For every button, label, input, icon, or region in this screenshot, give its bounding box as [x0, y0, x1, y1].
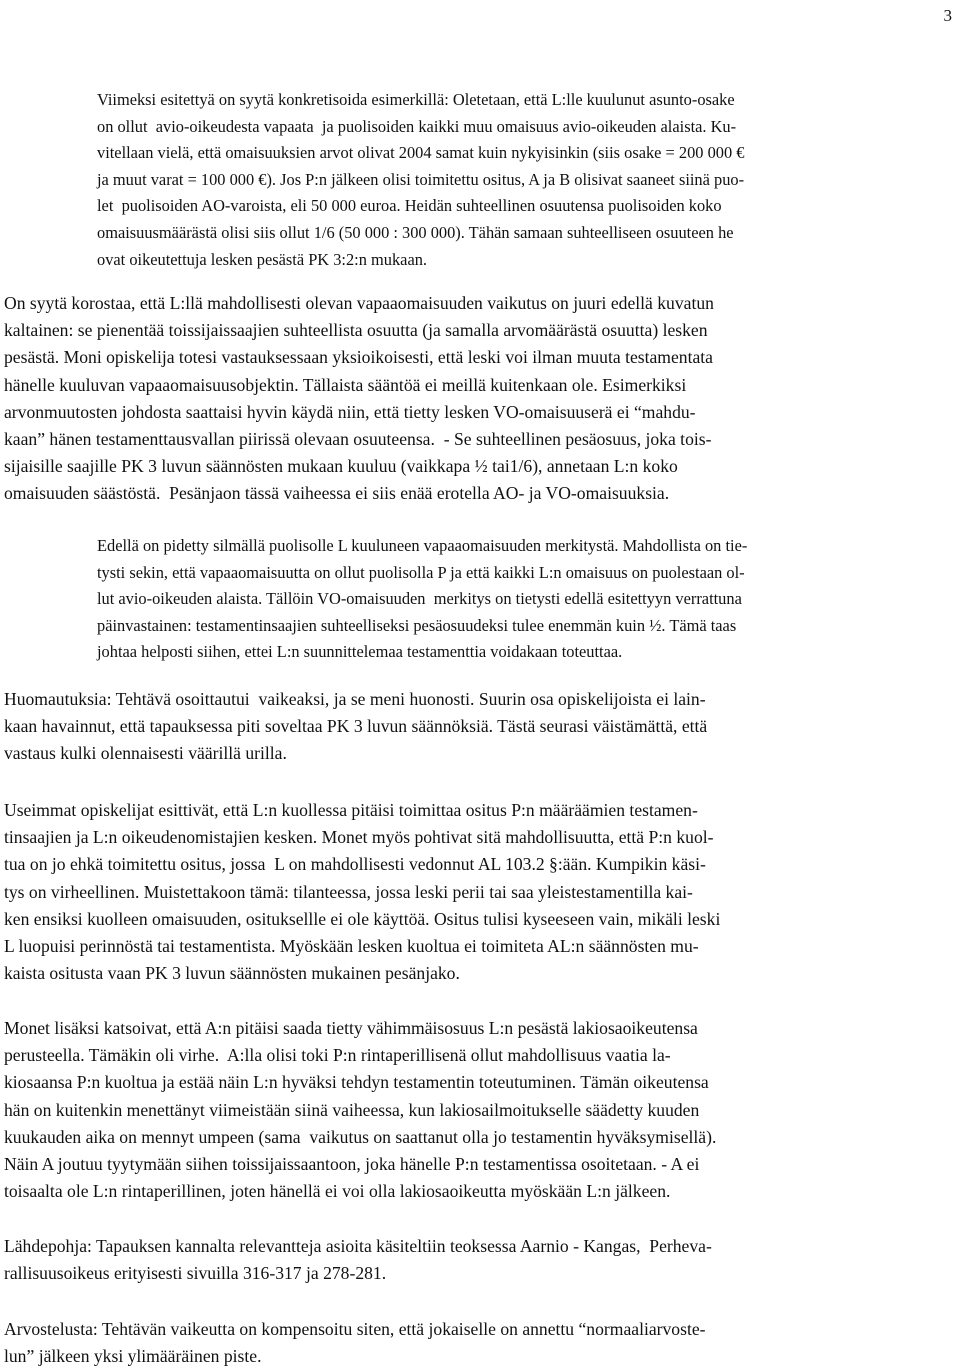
- paragraph-example: Viimeksi esitettyä on syytä konkretisoida esimerkillä: Oletetaan, että L:lle kuulunut asunto-osake on ollut avio-oikeudesta vapaata ja puolisoiden kaikki muu omaisuus avio-oikeuden alaista. Ku- vitellaan vielä, että omaisuuksien arvot olivat 2004 samat kuin nykyisinkin (siis osake = 200 000 € ja muut varat = 100 000 €). Jos P:n jälkeen olisi toimitettu ositus, A ja B olisivat saaneet siinä puo- let puolisoiden AO-varoista, eli 50 000 euroa. Heidän suhteellinen osuutensa puolisoiden koko omaisuusmäärästä olisi siis ollut 1/6 (50 000 : 300 000). Tähän samaan suhteelliseen osuuteen he ovat oikeutettuja lesken pesästä PK 3:2:n mukaan.: [97, 90, 745, 269]
- paragraph-sources: Lähdepohja: Tapauksen kannalta relevantteja asioita käsiteltiin teoksessa Aarnio - Kangas, Perheva- rallisuusoikeus erityisesti sivuilla 316-317 ja 278-281.: [4, 1236, 712, 1284]
- paragraph-emphasis: On syytä korostaa, että L:llä mahdollisesti olevan vapaaomaisuuden vaikutus on juuri edellä kuvatun kaltainen: se pienentää toissijaissaajien suhteellista osuutta (ja samalla arvomäärästä osuutta) lesken pesästä. Moni opiskelija totesi vastauksessaan yksioikoisesti, että leski voi ilman muuta testamentata hänelle kuuluvan vapaaomaisuusobjektin. Tällaista sääntöä ei meillä kuitenkaan ole. Esimerkiksi arvonmuutosten johdosta saattaisi hyvin käydä niin, että tietty lesken VO-omaisuuserä ei “mahdu- kaan” hänen testamenttausvallan piirissä olevaan osuuteensa. - Se suhteellinen pesäosuus, joka tois- sijaisille saajille PK 3 luvun säännösten mukaan kuuluu (vaikkapa ½ tai1/6), annetaan L:n koko omaisuuden säästöstä. Pesänjaon tässä vaiheessa ei siis enää erotella AO- ja VO-omaisuuksia.: [4, 293, 714, 504]
- paragraph-students-partition: Useimmat opiskelijat esittivät, että L:n kuollessa pitäisi toimittaa ositus P:n määräämien testamen- tinsaajien ja L:n oikeudenomistajien kesken. Monet myös pohtivat sitä mahdollisuutta, että P:n kuol- tua on jo ehkä toimitettu ositus, jossa L on mahdollisesti vedonnut AL 103.2 §:ään. Kumpikin käsi- tys on virheellinen. Muistettakoon tämä: tilanteessa, jossa leski perii tai saa yleistestamentilla kai- ken ensiksi kuolleen omaisuuden, osituksellle ei ole käyttöä. Ositus tulisi kyseeseen vain, mikäli leski L luopuisi perinnöstä tai testamentista. Myöskään lesken kuoltua ei toimiteta AL:n säännösten mu- kaista ositusta vaan PK 3 luvun säännösten mukainen pesänjako.: [4, 800, 721, 984]
- paragraph-compulsory-share: Monet lisäksi katsoivat, että A:n pitäisi saada tietty vähimmäisosuus L:n pesästä lakiosaoikeutensa perusteella. Tämäkin oli virhe. A:lla olisi toki P:n rintaperillisenä ollut mahdollisuus vaatia la- kiosaansa P:n kuoltua ja estää näin L:n hyväksi tehdyn testamentin toteutuminen. Tämän oikeutensa hän on kuitenkin menettänyt viimeistään siinä vaiheessa, kun lakiosailmoitukselle säädetty kuuden kuukauden aika on mennyt umpeen (sama vaikutus on saattanut olla jo testamentin hyväksymisellä). Näin A joutuu tyytymään siihen toissijaissaantoon, joka hänelle P:n testamentissa osoitetaan. - A ei toisaalta ole L:n rintaperillinen, joten hänellä ei voi olla lakiosaoikeutta myöskään L:n jälkeen.: [4, 1018, 717, 1202]
- paragraph-remarks: Huomautuksia: Tehtävä osoittautui vaikeaksi, ja se meni huonosti. Suurin osa opiskelijoista ei lain- kaan havainnut, että tapauksessa piti soveltaa PK 3 luvun säännöksiä. Tästä seurasi väistämättä, että vastaus kulki olennaisesti väärillä urilla.: [4, 689, 708, 764]
- paragraph-grading: Arvostelusta: Tehtävän vaikeutta on kompensoitu siten, että jokaiselle on annettu “normaaliarvoste- lun” jälkeen yksi ylimääräinen piste.: [4, 1319, 706, 1367]
- page-number: 3: [943, 6, 952, 25]
- paragraph-spouse-p: Edellä on pidetty silmällä puolisolle L kuuluneen vapaaomaisuuden merkitystä. Mahdollista on tie- tysti sekin, että vapaaomaisuutta on ollut puolisolla P ja että kaikki L:n omaisuus on puolestaan ol- lut avio-oikeuden alaista. Tällöin VO-omaisuuden merkitys on tietysti edellä esitettyyn verrattuna päinvastainen: testamentinsaajien suhteelliseksi pesäosuudeksi tulee enemmän kuin ½. Tämä taas johtaa helposti siihen, ettei L:n suunnittelemaa testamenttia voidakaan toteuttaa.: [97, 536, 748, 662]
